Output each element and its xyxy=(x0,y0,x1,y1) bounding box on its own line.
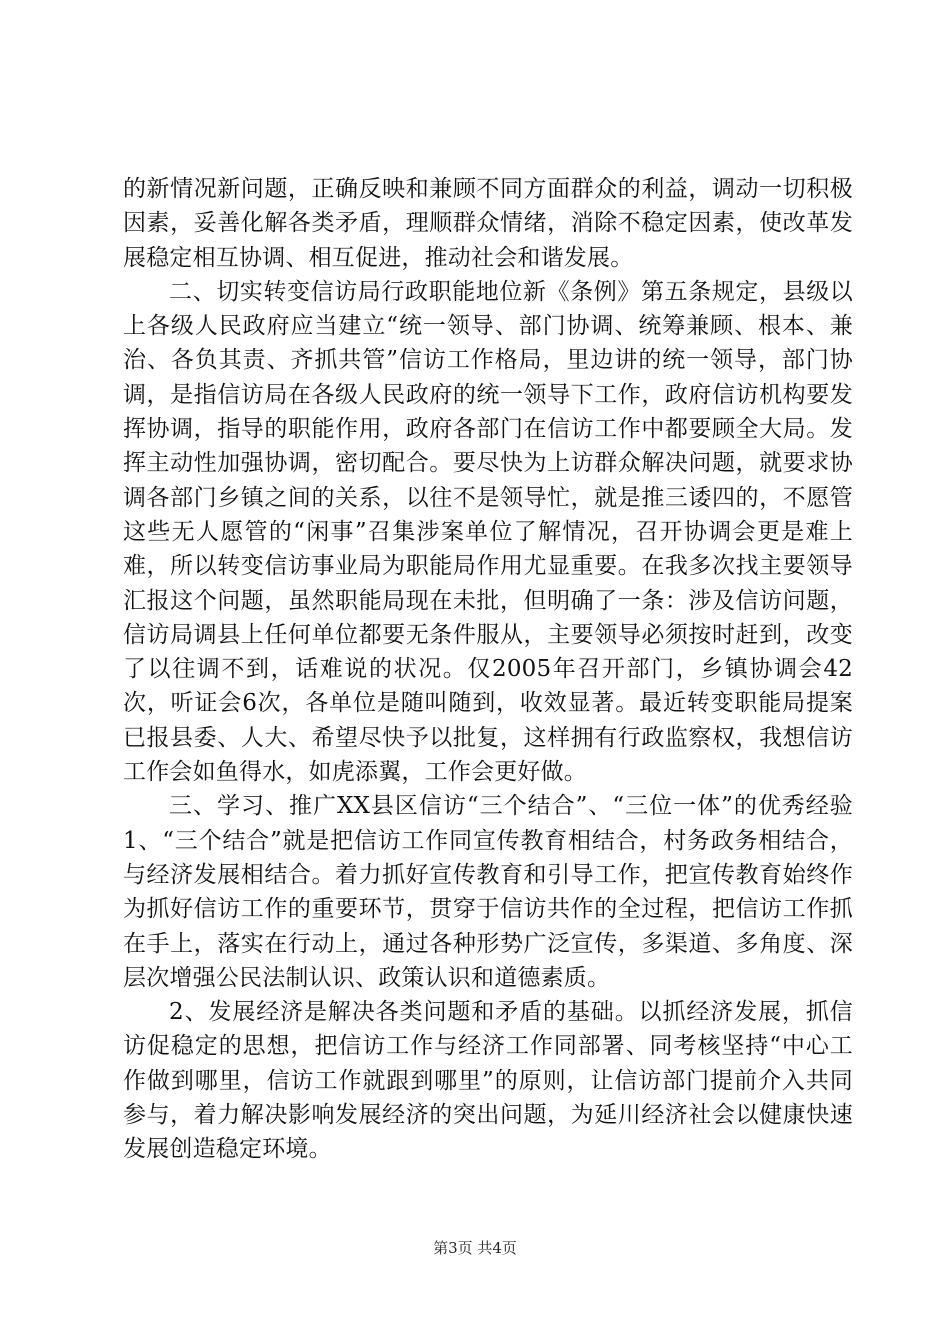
paragraph-continuation: 的新情况新问题，正确反映和兼顾不同方面群众的利益，调动一切积极因素，妥善化解各类矛盾，理顺群众情绪，消除不稳定因素，使改革发展稳定相互协调、相互促进，推动社会和谐发展。 xyxy=(123,176,853,271)
page-number-footer: 第3页 共4页 xyxy=(433,1239,517,1257)
document-body xyxy=(123,172,853,1167)
paragraph-item-two: 2、发展经济是解决各类问题和矛盾的基础。以抓经济发展，抓信访促稳定的思想，把信访工作与经济工作同部署、同考核坚持“中心工作做到哪里，信访工作就跟到哪里”的原则，让信访部门提前介入共同参与，着力解决影响发展经济的突出问题，为延川经济社会以健康快速发展创造稳定环境。 xyxy=(123,999,853,1163)
paragraph-section-two: 二、切实转变信访局行政职能地位新《条例》第五条规定，县级以上各级人民政府应当建立“统一领导、部门协调、统筹兼顾、根本、兼治、各负其责、齐抓共管”信访工作格局，里边讲的统一领导，部门协调，是指信访局在各级人民政府的统一领导下工作，政府信访机构要发挥协调，指导的职能作用，政府各部门在信访工作中都要顾全大局。发挥主动性加强协调，密切配合。要尽快为上访群众解决问题，就要求协调各部门乡镇之间的关系，以往不是领导忙，就是推三诿四的，不愿管这些无人愿管的“闲事”召集涉案单位了解情况，召开协调会更是难上难，所以转变信访事业局为职能局作用尤显重要。在我多次找主要领导汇报这个问题，虽然职能局现在未批，但明确了一条：涉及信访问题，信访局调县上任何单位都要无条件服从，主要领导必须按时赶到，改变了以往调不到，话难说的状况。仅2005年召开部门，乡镇协调会42次，听证会6次，各单位是随叫随到，收效显著。最近转变职能局提案已报县委、人大、希望尽快予以批复，这样拥有行政监察权，我想信访工作会如鱼得水，如虎添翼，工作会更好做。 xyxy=(123,278,853,786)
paragraph-section-three: 三、学习、推广XX县区信访“三个结合”、“三位一体”的优秀经验1、“三个结合”就是把信访工作同宣传教育相结合，村务政务相结合，与经济发展相结合。着力抓好宣传教育和引导工作，把宣传教育始终作为抓好信访工作的重要环节，贯穿于信访共作的全过程，把信访工作抓在手上，落实在行动上，通过各种形势广泛宣传，多渠道、多角度、深层次增强公民法制认识、政策认识和道德素质。 xyxy=(123,793,853,991)
